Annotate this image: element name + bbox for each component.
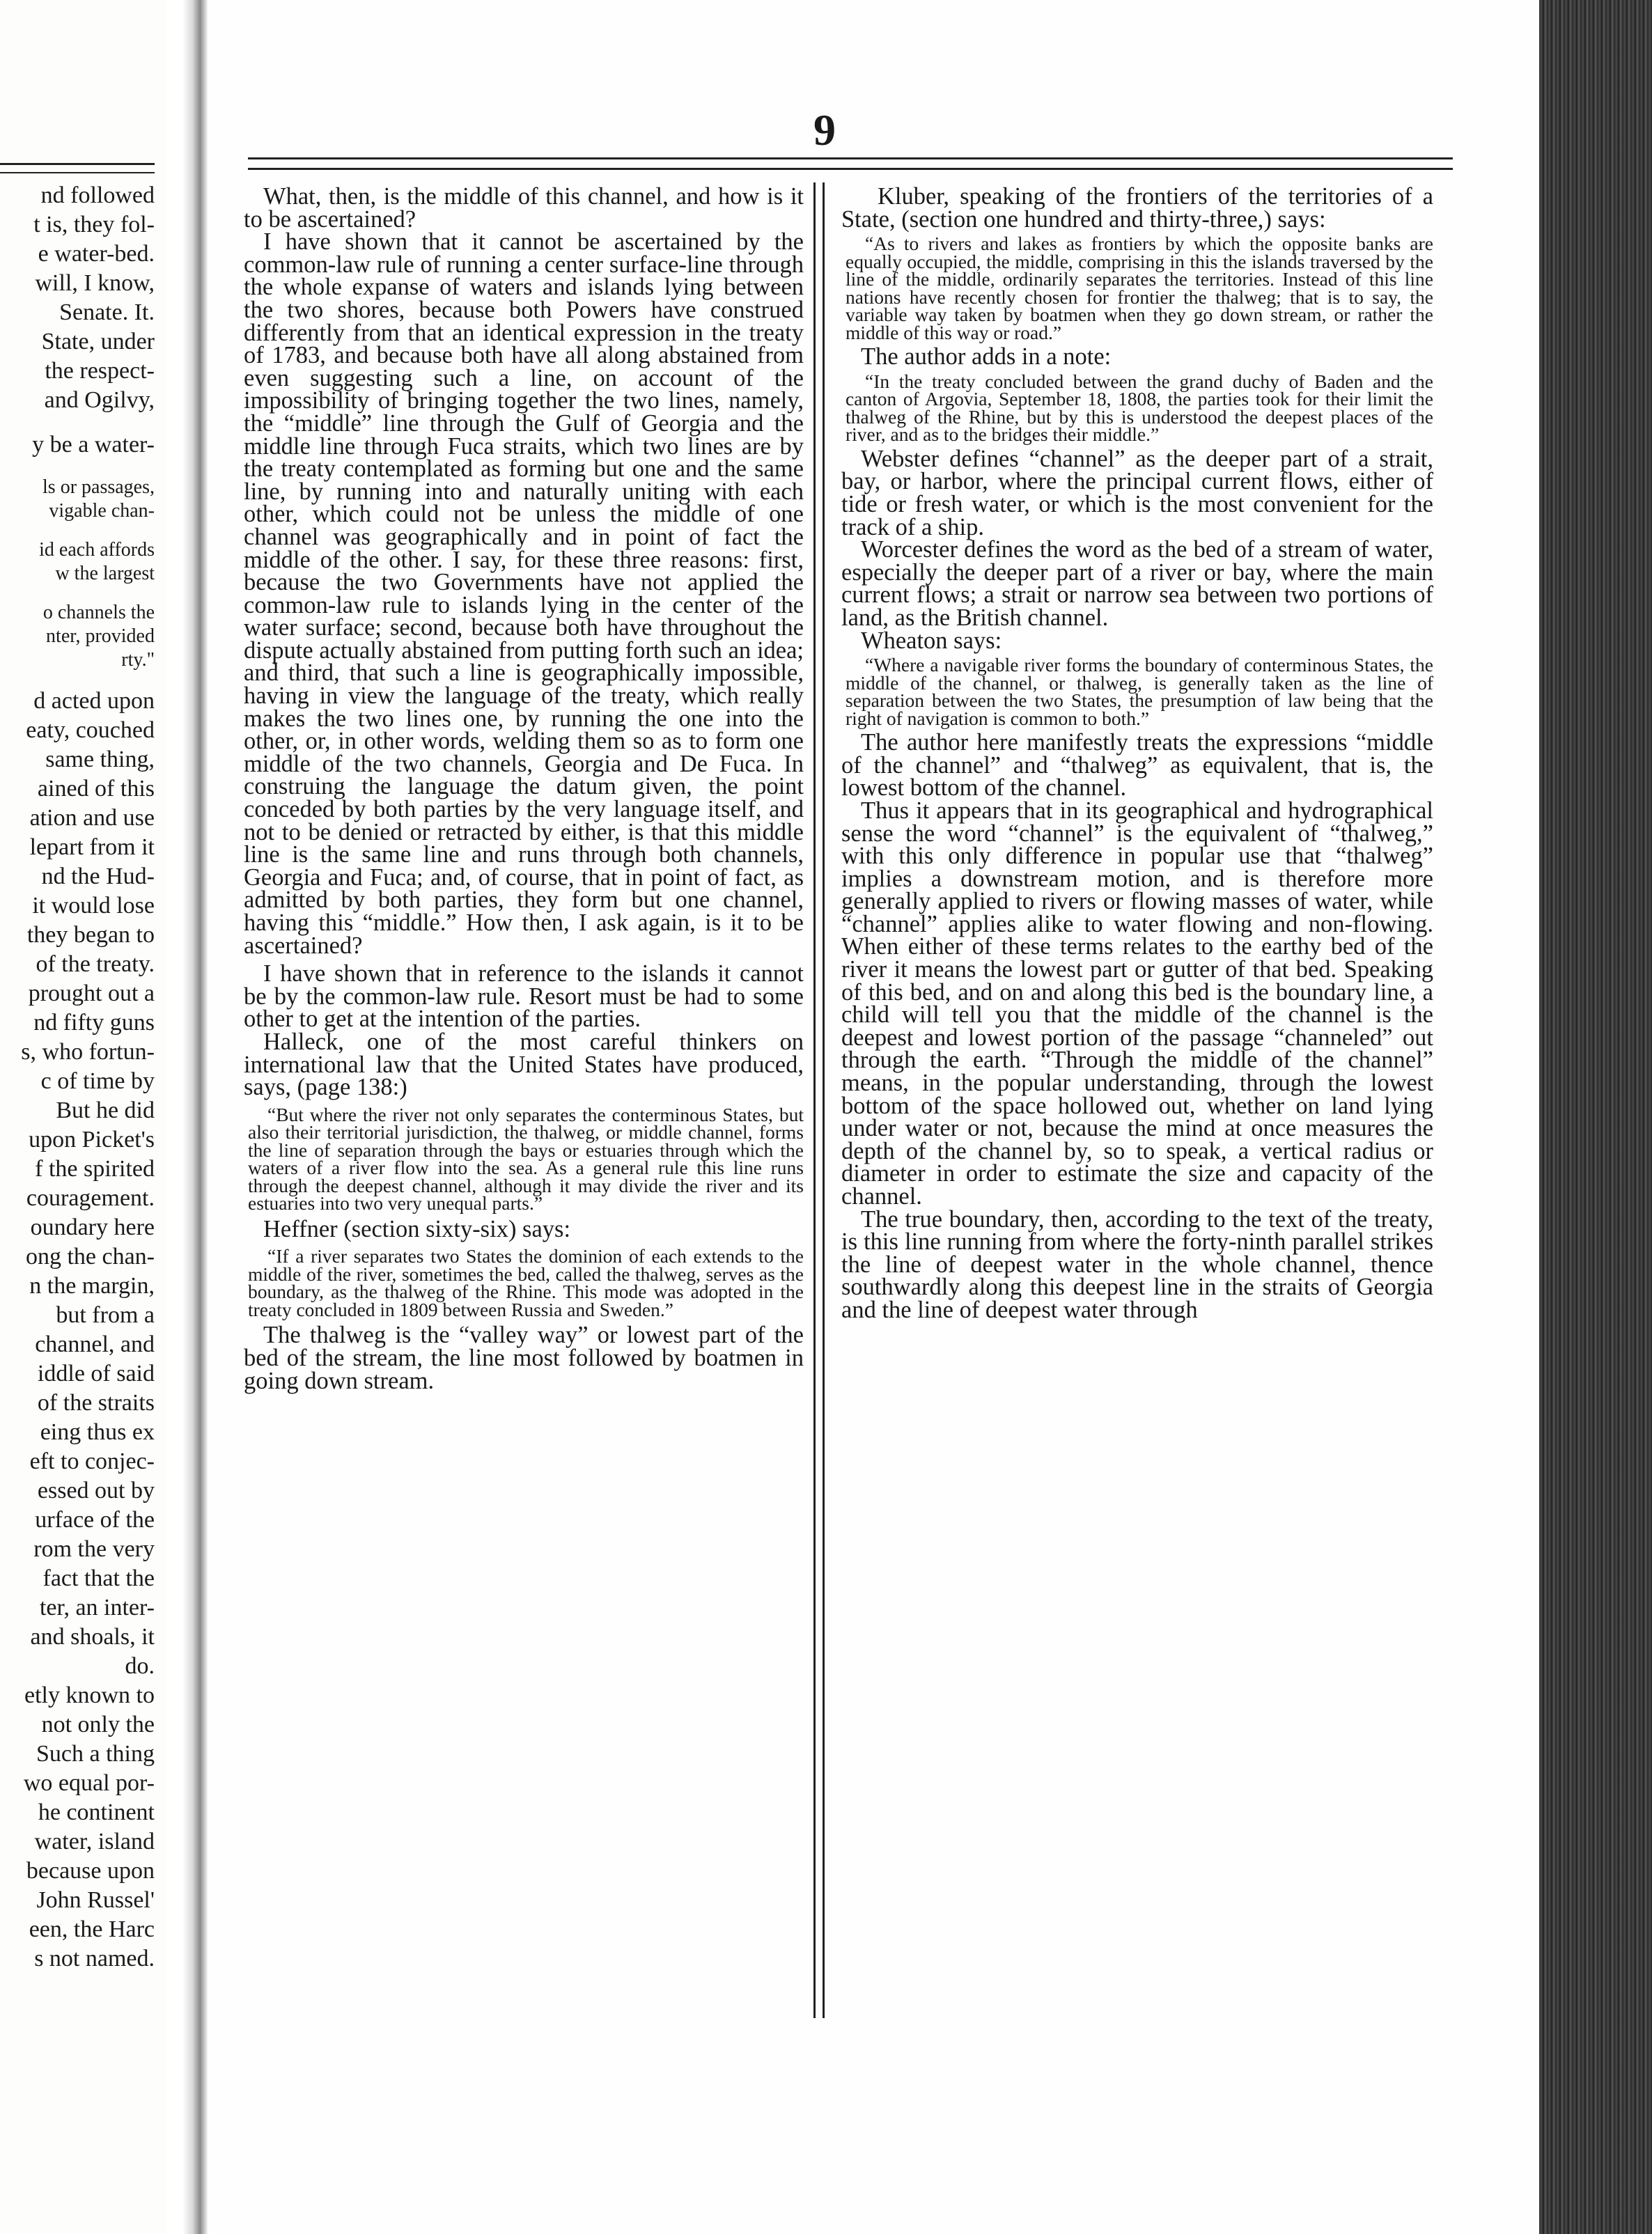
paragraph: Webster defines “channel” as the deeper part of a strait, bay, or harbor, where the principal current flows, either of tide or fresh water, or which is the most convenient for the track of a ship.	[841, 445, 1433, 540]
previous-page-line: of the treaty.	[36, 951, 155, 977]
previous-page-line: ter, an inter-	[39, 1595, 155, 1620]
previous-page-line: eft to conjec-	[29, 1448, 155, 1474]
block-quote: “If a river separates two States the dominion of each extends to the middle of the river, sometimes the bed, called the thalweg, serves as the boundary, as the thalweg of the Rhine. This mode was adopted in the treaty concluded in 1809 between Russia and Sweden.”	[248, 1245, 804, 1320]
previous-page-line: ong the chan-	[25, 1244, 155, 1270]
previous-page-line: because upon	[26, 1858, 155, 1884]
previous-page-line: water, island	[34, 1829, 155, 1854]
previous-page-line: ained of this	[37, 776, 155, 802]
previous-page-line: t is, they fol-	[33, 212, 155, 237]
paragraph: What, then, is the middle of this channel, and how is it to be ascertained?	[244, 183, 804, 233]
previous-page-line: he continent	[38, 1799, 155, 1825]
block-quote: “But where the river not only separates the conterminous States, but also their territorial jurisdiction, the thalweg, or middle channel, forms the line of separation through the bays or estuaries through which the waters of a river flow into the sea. As a general rule this line runs through the deepest channel, although it may divide the river and its estuaries into two very unequal parts.”	[248, 1103, 804, 1214]
paragraph: The author here manifestly treats the expressions “middle of the channel” and “thalweg” as equivalent, that is, the lowest bottom of the channel.	[841, 729, 1433, 802]
previous-page-line: rom the very	[33, 1536, 155, 1562]
previous-page-line: wo equal por-	[23, 1770, 155, 1796]
previous-page-line: nd the Hud-	[41, 864, 155, 889]
block-quote: “Where a navigable river forms the boundary of conterminous States, the middle of the channel, or thalweg, is generally taken as the line of separation between the two States, the presumption of law being that the right of navigation is common to both.”	[846, 654, 1433, 729]
previous-page-line: o channels the	[42, 602, 155, 623]
previous-page-line: n the margin,	[29, 1273, 155, 1299]
paragraph: Halleck, one of the most careful thinkers on international law that the United States have produced, says, (page 138:)	[244, 1028, 804, 1101]
block-quote: “In the treaty concluded between the grand duchy of Baden and the canton of Argovia, September 18, 1808, the parties took for their limit the thalweg of the Rhine, but by this is understood the deepest places of the river, and as to the bridges their middle.”	[846, 370, 1433, 446]
paragraph: The author adds in a note:	[861, 343, 1112, 370]
previous-page-line: ation and use	[29, 805, 155, 831]
previous-page-line: een, the Harc	[29, 1916, 155, 1942]
previous-page-line: of the straits	[37, 1390, 155, 1416]
previous-page-line: couragement.	[26, 1185, 155, 1211]
previous-page-line: eing thus ex	[40, 1419, 155, 1445]
paragraph: The thalweg is the “valley way” or lowest part of the bed of the stream, the line most followed by boatmen in going down stream.	[244, 1322, 804, 1394]
previous-page-line: and Ogilvy,	[44, 387, 155, 413]
previous-page-line: it would lose	[32, 893, 155, 919]
previous-page-line: not only the	[41, 1712, 155, 1737]
previous-page-line: eaty, couched	[26, 717, 155, 743]
previous-page-line: nter, provided	[46, 625, 155, 647]
previous-page-line: upon Picket's	[29, 1127, 155, 1153]
previous-page-line: rty."	[121, 649, 155, 671]
previous-page-line: w the largest	[55, 563, 155, 584]
paragraph: I have shown that it cannot be ascertained by the common-law rule of running a center surface-line through the whole expanse of waters and islands lying between the two shores, because both Powers have construed differently from that an identical expression in the treaty of 1783, and because both have all along abstained from even suggesting such a line, on account of the impossibility of bringing together the two lines, namely, the “middle” line through the Gulf of Georgia and the middle line through Fuca straits, which two lines are by the treaty contemplated as forming but one and the same line, by running into and naturally uniting with each other, which could not be unless the middle of one channel was geographically and in point of fact the middle of the other. I say, for these three reasons: first, because the two Governments have not applied the common-law rule to islands lying in the center of the water surface; second, because both have throughout the dispute actually abstained from putting forth such an idea; and third, that such a line is geographically impossible, having in view the language of the treaty, which really makes the two lines one, by running the one into the other, or, in other words, welding them so as to form one middle of the two channels, Georgia and De Fuca. In construing the language the datum given, the point conceded by both parties by the very language itself, and not to be denied or retracted by either, is that this middle line is the same line and runs through both channels, Georgia and Fuca; and, of course, that in point of fact, as admitted by both parties, they form but one channel, having this “middle.” How then, I ask again, is it to be ascertained?	[244, 228, 804, 959]
page-number: 9	[813, 105, 836, 155]
previous-page-line: and shoals, it	[30, 1624, 155, 1650]
previous-page-line: But he did	[56, 1098, 155, 1123]
previous-page-line: c of time by	[40, 1068, 155, 1094]
previous-page-line: vigable chan-	[49, 500, 155, 522]
previous-page-line: etly known to	[24, 1682, 155, 1708]
previous-page-line: id each affords	[39, 539, 155, 561]
page-edge	[1539, 0, 1652, 2234]
header-rule	[248, 157, 1453, 170]
previous-page-line: f the spirited	[35, 1156, 155, 1182]
previous-page-line: they began to	[26, 922, 155, 948]
previous-page-line: Senate. It.	[59, 299, 155, 325]
block-quote: “As to rivers and lakes as frontiers by which the opposite banks are equally occupied, the middle, comprising in this the islands traversed by the line of the middle, ordinarily separates the territories. Instead of this line nations have recently chosen for frontier the thalweg; that is to say, the variable way taken by boatmen when they go down stream, or rather the middle of this way or road.”	[846, 233, 1433, 343]
paragraph: Wheaton says:	[861, 627, 1002, 654]
previous-page-line: ls or passages,	[42, 476, 155, 498]
paragraph: Thus it appears that in its geographical and hydrographical sense the word “channel” is the equivalent of “thalweg,” with this only difference in popular use that “thalweg” implies a downstream motion, and is therefore more generally applied to rivers or flowing masses of water, while “channel” applies alike to water flowing and non-flowing. When either of these terms relates to the earthy bed of the river it means the lowest part or gutter of that bed. Speaking of this bed, and on and along this bed is the boundary line, a child will tell you that the middle of the channel is the deepest and lowest portion of the passage “channeled” out through the earth. “Through the middle of the channel” means, in the popular understanding, through the lowest bottom of the space hollowed out, whether on land lying under water or not, because the mind at once measures the depth of the channel by, so to speak, a vertical radius or diameter in order to estimate the size and capacity of the channel.	[841, 797, 1433, 1210]
column-divider	[813, 182, 825, 2018]
previous-page-line: iddle of said	[37, 1361, 155, 1387]
previous-page-line: urface of the	[35, 1507, 155, 1533]
previous-page-line: lepart from it	[29, 834, 155, 860]
paragraph: Worcester defines the word as the bed of a stream of water, especially the deeper part of a river or bay, where the main current flows; a strait or narrow sea between two portions of land, as the British channel.	[841, 536, 1433, 631]
previous-page-line: channel, and	[35, 1331, 155, 1357]
paragraph: Heffner (section sixty-six) says:	[263, 1215, 571, 1242]
left-column	[244, 185, 804, 1392]
previous-page-line: Such a thing	[36, 1741, 155, 1767]
previous-page-line: e water-bed.	[38, 241, 155, 267]
book-gutter	[182, 0, 208, 2234]
previous-page-rule	[0, 163, 155, 173]
paragraph: I have shown that in reference to the islands it cannot be by the common-law rule. Resort must be had to some other to get at the intention of the parties.	[244, 960, 804, 1033]
previous-page-line: nd fifty guns	[33, 1010, 155, 1036]
previous-page-line: the respect-	[45, 358, 155, 384]
previous-page-line: nd followed	[40, 182, 155, 208]
paragraph: The true boundary, then, according to the text of the treaty, is this line running from where the forty-ninth parallel strikes the line of deepest water in the whole channel, thence southwardly along this deepest line in the straits of Georgia and the line of deepest water through	[841, 1205, 1433, 1323]
previous-page-line: essed out by	[37, 1478, 155, 1503]
previous-page-line: State, under	[41, 329, 155, 354]
previous-page-line: oundary here	[30, 1214, 155, 1240]
previous-page-line: y be a water-	[32, 432, 155, 458]
previous-page-line: same thing,	[45, 747, 155, 772]
right-column	[841, 185, 1433, 1322]
previous-page-line: John Russel'	[36, 1887, 155, 1913]
previous-page-line: do.	[125, 1653, 155, 1679]
previous-page-line: d acted upon	[33, 688, 155, 714]
paragraph: Kluber, speaking of the frontiers of the territories of a State, (section one hundred and thirty-three,) says:	[841, 183, 1433, 233]
previous-page-line: s, who fortun-	[21, 1039, 155, 1065]
previous-page-line: s not named.	[34, 1946, 155, 1971]
previous-page-line: will, I know,	[35, 270, 155, 296]
previous-page-line: but from a	[56, 1302, 155, 1328]
previous-page-fragment	[0, 0, 167, 2234]
previous-page-line: fact that the	[42, 1565, 155, 1591]
previous-page-line: prought out a	[28, 981, 155, 1006]
